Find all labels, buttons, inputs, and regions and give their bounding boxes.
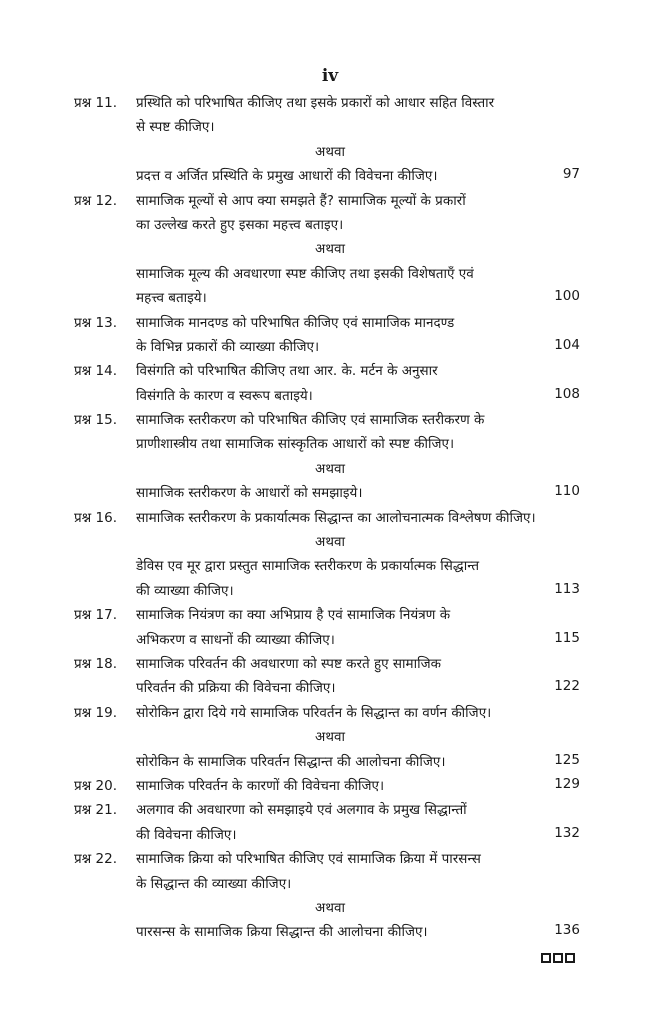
question-label: प्रश्न 21. (74, 802, 117, 819)
square-mark-icon (541, 953, 551, 963)
end-of-section-mark (541, 953, 575, 963)
toc-entry (0, 505, 660, 603)
question-text: से स्पष्ट कीजिए। (136, 119, 215, 136)
page-ref: 129 (554, 775, 580, 792)
page-ref: 110 (554, 483, 580, 500)
separator-athva: अथवा (315, 143, 345, 160)
question-text: सामाजिक नियंत्रण का क्या अभिप्राय है एवं सामाजिक नियंत्रण के (136, 607, 451, 624)
question-text: सोरोकिन के सामाजिक परिवर्तन सिद्धान्त की आलोचना कीजिए। (136, 753, 446, 770)
question-text: सामाजिक मानदण्ड को परिभाषित कीजिए एवं सामाजिक मानदण्ड (136, 314, 455, 331)
question-label: प्रश्न 20. (74, 777, 117, 794)
toc-entry (0, 358, 660, 407)
question-text: के विभिन्न प्रकारों की व्याख्या कीजिए। (136, 338, 320, 355)
page-ref: 115 (554, 629, 580, 646)
separator-athva: अथवा (315, 241, 345, 258)
question-text: की विवेचना कीजिए। (136, 826, 237, 843)
question-label: प्रश्न 22. (74, 851, 117, 868)
question-text: अभिकरण व साधनों की व्याख्या कीजिए। (136, 631, 335, 648)
question-text: प्रदत्त व अर्जित प्रस्थिति के प्रमुख आधारों की विवेचना कीजिए। (136, 168, 438, 185)
separator-athva: अथवा (315, 534, 345, 551)
question-label: प्रश्न 13. (74, 314, 117, 331)
question-text: सामाजिक स्तरीकरण को परिभाषित कीजिए एवं सामाजिक स्तरीकरण के (136, 412, 485, 429)
question-text: का उल्लेख करते हुए इसका महत्त्व बताइए। (136, 216, 344, 233)
page-ref: 97 (562, 166, 580, 183)
toc-entry (0, 90, 660, 188)
separator-athva: अथवा (315, 460, 345, 477)
table-of-contents (0, 90, 660, 944)
question-text: पारसन्स के सामाजिक क्रिया सिद्धान्त की आलोचना कीजिए। (136, 924, 428, 941)
question-text: परिवर्तन की प्रक्रिया की विवेचना कीजिए। (136, 680, 336, 697)
page-ref: 104 (554, 336, 580, 353)
page-ref: 108 (554, 385, 580, 402)
question-text: विसंगति के कारण व स्वरूप बताइये। (136, 387, 313, 404)
question-text: के सिद्धान्त की व्याख्या कीजिए। (136, 875, 292, 892)
question-label: प्रश्न 19. (74, 704, 117, 721)
question-text: प्राणीशास्त्रीय तथा सामाजिक सांस्कृतिक आधारों को स्पष्ट कीजिए। (136, 436, 455, 453)
question-text: डेविस एव मूर द्वारा प्रस्तुत सामाजिक स्तरीकरण के प्रकार्यात्मक सिद्धान्त (136, 558, 480, 575)
page-number: iv (321, 66, 339, 86)
toc-entry (0, 310, 660, 359)
question-text: सामाजिक परिवर्तन की अवधारणा को स्पष्ट करते हुए सामाजिक (136, 655, 442, 672)
question-text: सोरोकिन द्वारा दिये गये सामाजिक परिवर्तन के सिद्धान्त का वर्णन कीजिए। (136, 704, 492, 721)
question-label: प्रश्न 11. (74, 95, 117, 111)
toc-entry (0, 700, 660, 773)
square-mark-icon (565, 953, 575, 963)
toc-entry (0, 407, 660, 505)
question-text: सामाजिक परिवर्तन के कारणों की विवेचना कीजिए। (136, 777, 385, 794)
question-text: सामाजिक स्तरीकरण के प्रकार्यात्मक सिद्धान्त का आलोचनात्मक विश्लेषण कीजिए। (136, 509, 536, 526)
question-text: सामाजिक क्रिया को परिभाषित कीजिए एवं सामाजिक क्रिया में पारसन्स (136, 851, 481, 868)
toc-entry (0, 188, 660, 310)
question-label: प्रश्न 14. (74, 363, 117, 380)
toc-entry (0, 602, 660, 651)
question-label: प्रश्न 12. (74, 192, 117, 209)
page-ref: 132 (554, 824, 580, 841)
page-ref: 113 (554, 580, 580, 597)
question-text: महत्त्व बताइये। (136, 290, 207, 307)
page-ref: 136 (554, 922, 580, 939)
page-ref: 122 (554, 678, 580, 695)
question-label: प्रश्न 15. (74, 412, 117, 429)
page-ref: 125 (554, 751, 580, 768)
page-ref: 100 (554, 288, 580, 305)
question-text: सामाजिक मूल्यों से आप क्या समझते हैं? सामाजिक मूल्यों के प्रकारों (136, 192, 466, 209)
question-text: सामाजिक स्तरीकरण के आधारों को समझाइये। (136, 485, 363, 502)
separator-athva: अथवा (315, 729, 345, 746)
separator-athva: अथवा (315, 899, 345, 916)
question-label: प्रश्न 17. (74, 607, 117, 624)
question-label: प्रश्न 16. (74, 509, 117, 526)
question-text: अलगाव की अवधारणा को समझाइये एवं अलगाव के प्रमुख सिद्धान्तों (136, 802, 467, 819)
toc-entry (0, 797, 660, 846)
question-label: प्रश्न 18. (74, 655, 117, 672)
toc-entry (0, 651, 660, 700)
square-mark-icon (553, 953, 563, 963)
question-text: विसंगति को परिभाषित कीजिए तथा आर. के. मर्टन के अनुसार (136, 363, 438, 380)
question-text: की व्याख्या कीजिए। (136, 582, 234, 599)
question-text: सामाजिक मूल्य की अवधारणा स्पष्ट कीजिए तथा इसकी विशेषताएँ एवं (136, 265, 474, 282)
question-text: प्रस्थिति को परिभाषित कीजिए तथा इसके प्रकारों को आधार सहित विस्तार (136, 95, 495, 111)
toc-entry (0, 773, 660, 797)
toc-entry (0, 846, 660, 944)
